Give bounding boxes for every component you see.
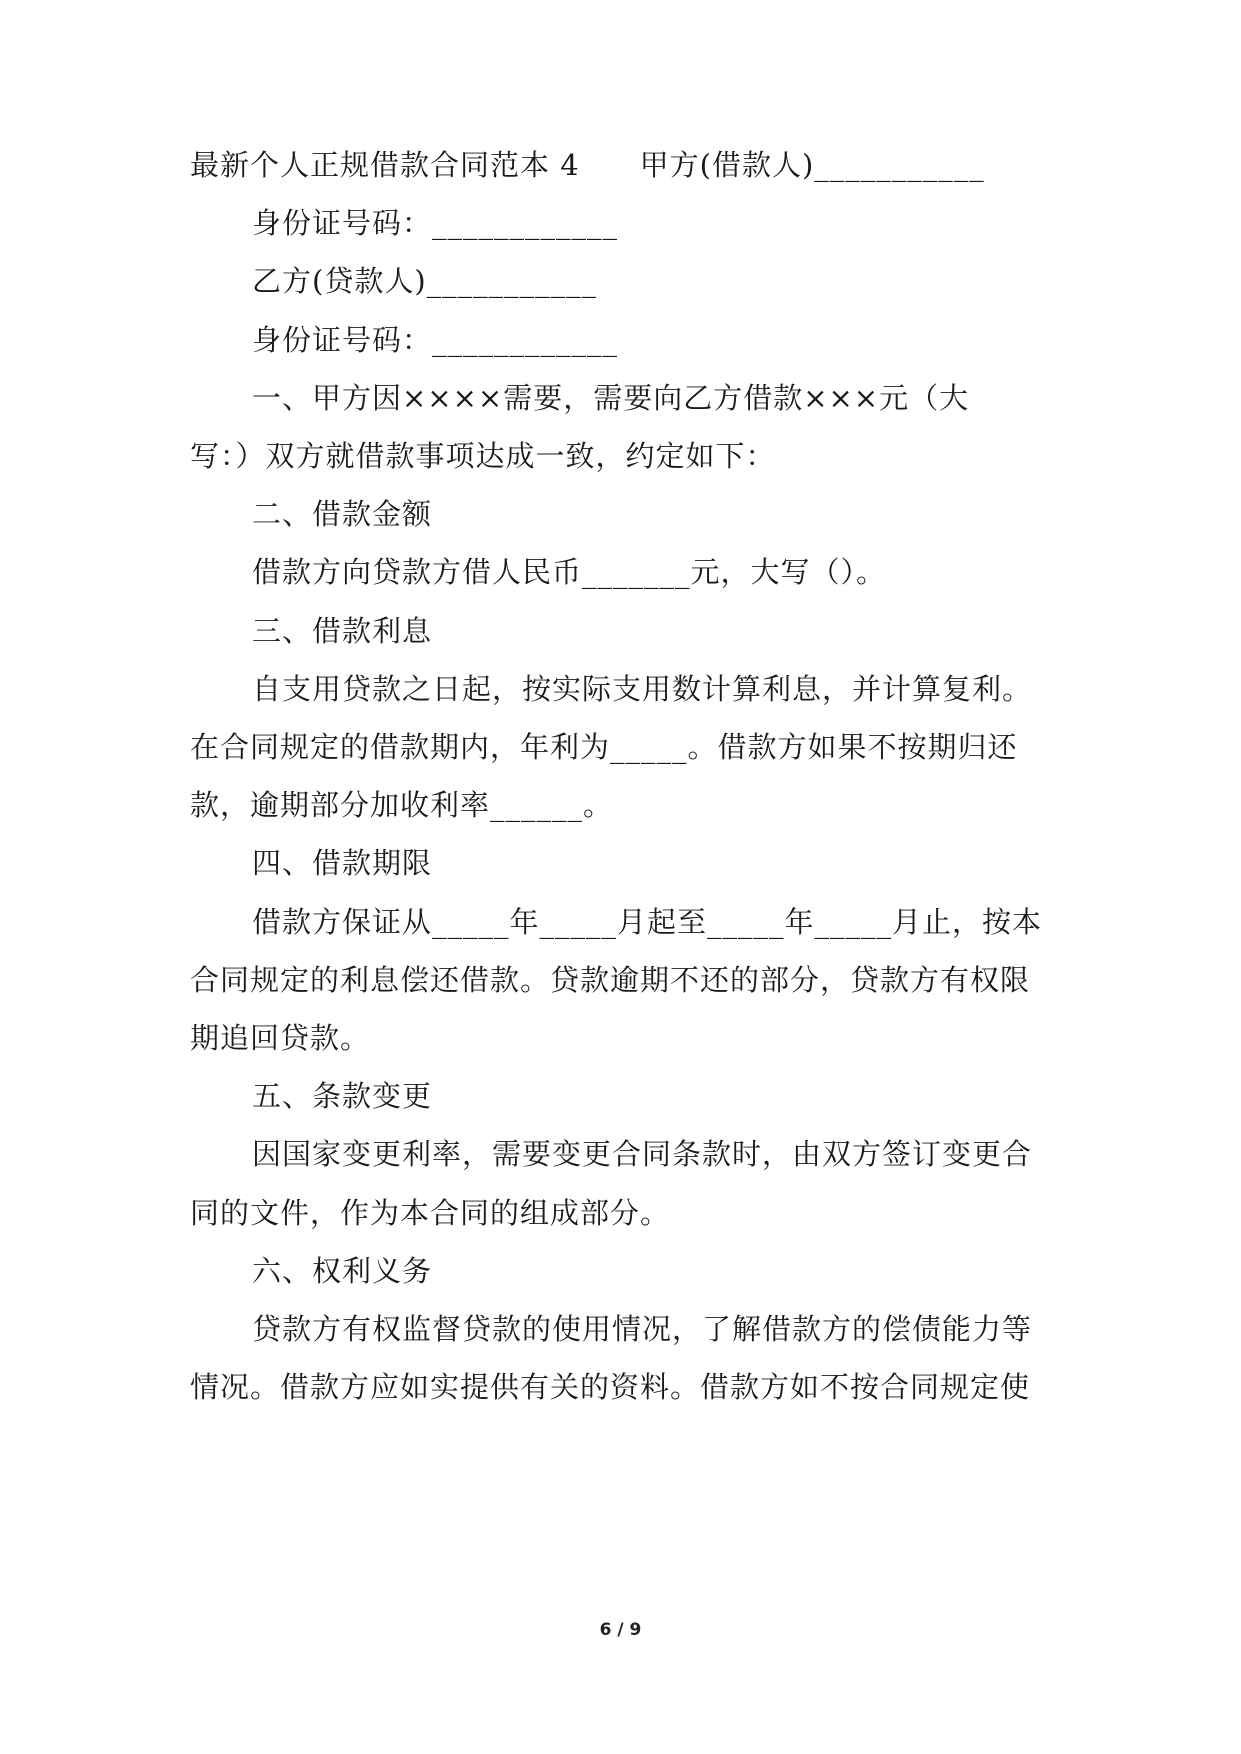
section-3-heading: 三、借款利息 — [252, 614, 433, 648]
section-3-body-line-1: 自支用贷款之日起，按实际支用数计算利息，并计算复利。 — [252, 672, 1033, 706]
page-number: 6 / 9 — [599, 1620, 642, 1640]
section-5-body-line-2: 同的文件，作为本合同的组成部分。 — [190, 1196, 671, 1230]
section-4-body-line-1: 借款方保证从_____年_____月起至_____年_____月止，按本 — [252, 905, 1043, 939]
section-2-body-line-1: 借款方向贷款方借人民币_______元，大写（）。 — [252, 555, 887, 589]
section-4-heading: 四、借款期限 — [252, 846, 433, 880]
party-b-id-line: 身份证号码：____________ — [252, 323, 619, 357]
section-6-heading: 六、权利义务 — [252, 1254, 433, 1288]
section-4-body-line-2: 合同规定的利息偿还借款。贷款逾期不还的部分，贷款方有权限 — [190, 963, 1031, 997]
section-5-body-line-1: 因国家变更利率，需要变更合同条款时，由双方签订变更合 — [252, 1137, 1033, 1171]
section-2-heading: 二、借款金额 — [252, 497, 433, 531]
clause-1-line-1: 一、甲方因××××需要，需要向乙方借款×××元（大 — [252, 381, 970, 415]
party-b-line: 乙方(贷款人)___________ — [252, 264, 598, 298]
clause-1-line-2: 写：）双方就借款事项达成一致，约定如下： — [190, 439, 776, 473]
title-line: 最新个人正规借款合同范本 4 甲方(借款人)___________ — [190, 148, 985, 182]
section-5-heading: 五、条款变更 — [252, 1079, 433, 1113]
section-6-body-line-2: 情况。借款方应如实提供有关的资料。借款方如不按合同规定使 — [190, 1370, 1031, 1404]
section-3-body-line-3: 款，逾期部分加收利率______。 — [190, 788, 614, 822]
section-6-body-line-1: 贷款方有权监督贷款的使用情况，了解借款方的偿债能力等 — [252, 1312, 1033, 1346]
section-4-body-line-3: 期追回贷款。 — [190, 1021, 371, 1055]
section-3-body-line-2: 在合同规定的借款期内，年利为_____。借款方如果不按期归还 — [190, 730, 1018, 764]
party-a-id-line: 身份证号码：____________ — [252, 206, 619, 240]
